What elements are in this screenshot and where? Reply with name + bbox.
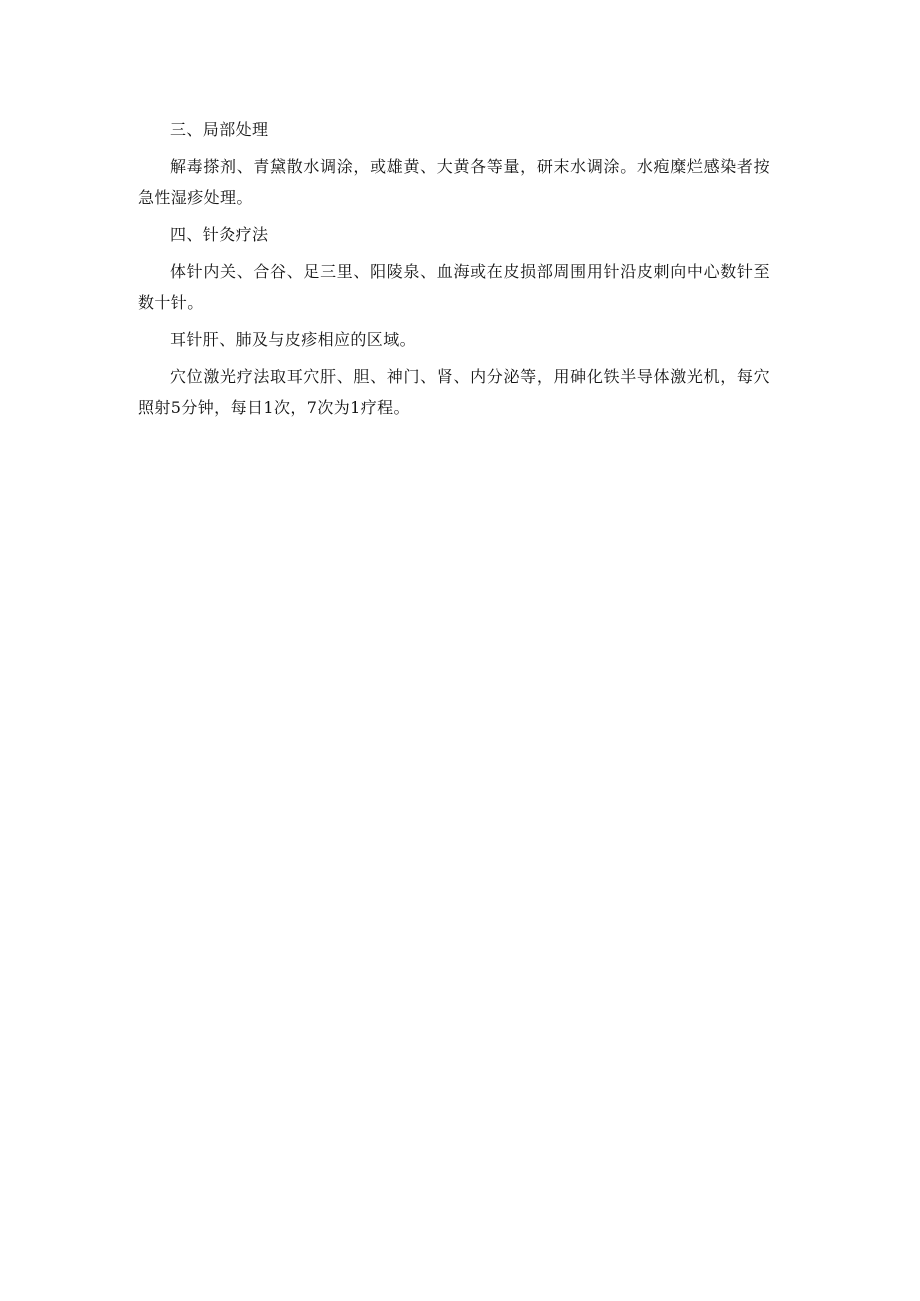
document-page [138, 114, 770, 429]
section-heading-acupuncture: 四、针灸疗法 [170, 225, 269, 244]
paragraph-ear-acupuncture: 耳针肝、肺及与皮疹相应的区域。 [170, 330, 417, 349]
section-heading-local-treatment: 三、局部处理 [170, 120, 269, 139]
paragraph-laser-therapy: 穴位激光疗法取耳穴肝、胆、神门、肾、内分泌等，用砷化铁半导体激光机，每穴照射5分钟，每日1次，7次为1疗程。 [138, 367, 770, 417]
paragraph-body-acupuncture: 体针内关、合谷、足三里、阳陵泉、血海或在皮损部周围用针沿皮刺向中心数针至数十针。 [138, 262, 770, 312]
paragraph-local-treatment: 解毒搽剂、青黛散水调涂，或雄黄、大黄各等量，研末水调涂。水疱糜烂感染者按急性湿疹处理。 [138, 157, 770, 207]
